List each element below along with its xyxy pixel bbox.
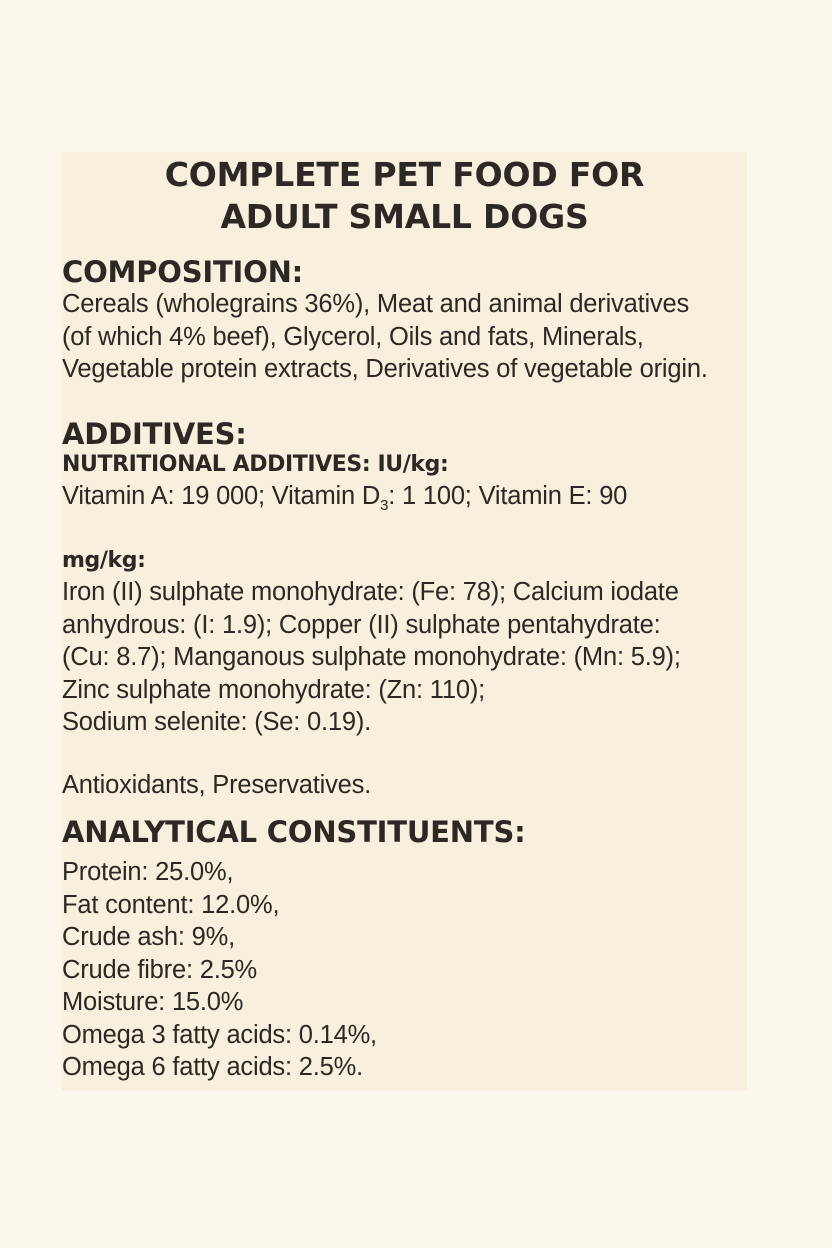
vitamins-text: Vitamin A: 19 000; Vitamin D	[62, 482, 381, 510]
mgkg-line: (Cu: 8.7); Manganous sulphate monohydrate: (Mn: 5.9);	[62, 643, 681, 671]
product-title	[62, 152, 747, 238]
antioxidants-line: Antioxidants, Preservatives.	[62, 771, 372, 799]
mgkg-line: Iron (II) sulphate monohydrate: (Fe: 78); Calcium iodate	[62, 578, 679, 606]
composition-line: (of which 4% beef), Glycerol, Oils and fats, Minerals,	[62, 322, 644, 351]
label-panel	[62, 152, 747, 1090]
mgkg-line: anhydrous: (I: 1.9); Copper (II) sulphate pentahydrate:	[62, 610, 661, 639]
title-line-1: COMPLETE PET FOOD FOR	[164, 155, 645, 194]
composition-line: Vegetable protein extracts, Derivatives of vegetable origin.	[62, 355, 708, 383]
constituent-line: Omega 6 fatty acids: 2.5%.	[62, 1053, 363, 1081]
additives-section	[62, 418, 747, 513]
constituent-line: Moisture: 15.0%	[62, 988, 244, 1016]
mgkg-section	[62, 546, 747, 739]
other-additives	[62, 769, 747, 802]
constituent-line: Omega 3 fatty acids: 0.14%,	[62, 1020, 377, 1049]
analytical-section	[62, 816, 747, 1084]
composition-section	[62, 256, 747, 386]
mgkg-list	[62, 576, 747, 739]
nutritional-additives-heading: NUTRITIONAL ADDITIVES: IU/kg:	[62, 452, 449, 477]
vitamins-line	[62, 480, 747, 513]
vitamin-d-subscript: 3	[380, 497, 389, 515]
title-line-2: ADULT SMALL DOGS	[220, 197, 589, 236]
additives-heading: ADDITIVES:	[62, 417, 247, 451]
constituent-line: Fat content: 12.0%,	[62, 890, 280, 919]
vitamins-rest: : 1 100; Vitamin E: 90	[388, 482, 628, 510]
composition-line: Cereals (wholegrains 36%), Meat and animal derivatives	[62, 290, 689, 318]
mgkg-heading: mg/kg:	[62, 548, 146, 573]
composition-text	[62, 288, 747, 386]
mgkg-line: Sodium selenite: (Se: 0.19).	[62, 708, 372, 736]
constituent-line: Crude ash: 9%,	[62, 923, 235, 951]
constituent-line: Protein: 25.0%,	[62, 858, 234, 886]
constituent-line: Crude fibre: 2.5%	[62, 955, 258, 984]
mgkg-line: Zinc sulphate monohydrate: (Zn: 110);	[62, 675, 486, 704]
composition-heading: COMPOSITION:	[62, 255, 304, 289]
analytical-list	[62, 856, 747, 1084]
analytical-heading: ANALYTICAL CONSTITUENTS:	[62, 815, 526, 849]
